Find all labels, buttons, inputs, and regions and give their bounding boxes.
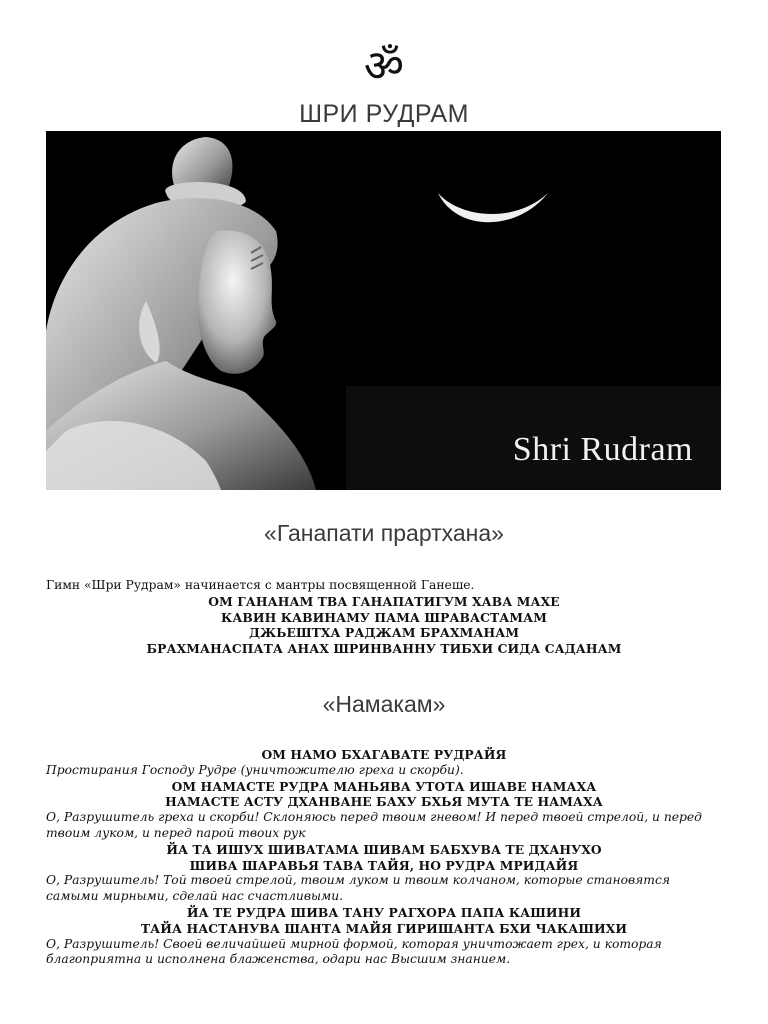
mantra-line: ТАЙА НАСТАНУВА ШАНТА МАЙЯ ГИРИШАНТА БХИ ЧАКАШИХИ [140, 920, 628, 936]
mantra-line: ОМ НАМО БХАГАВАТЕ РУДРАЙЯ [261, 747, 507, 762]
mantra-line: ДЖЬЕШТХА РАДЖАМ БРАХМАНАМ [248, 625, 520, 641]
mantra-line: ЙА ТА ИШУХ ШИВАТАМА ШИВАМ БАБХУВА ТЕ ДХАНУХО [166, 841, 602, 857]
banner-caption: Shri Rudram [512, 431, 693, 468]
namakam-heading: «Намакам» [322, 691, 446, 717]
document-title: ШРИ РУДРАМ [299, 100, 469, 128]
ganapati-intro: Гимн «Шри Рудрам» начинается с мантры посвященной Ганеше. [46, 578, 475, 592]
mantra-line: ШИВА ШАРАВЬЯ ТАВА ТАЙЯ, НО РУДРА МРИДАЙЯ [189, 857, 579, 873]
ganapati-heading: «Ганапати прартхана» [264, 520, 504, 546]
mantra-line: КАВИН КАВИНАМУ ПАМА ШРАВАСТАМАМ [221, 609, 547, 625]
translation-line: О, Разрушитель греха и скорби! Склоняюсь перед твоим гневом! И перед твоей стрелой, и перед твоим луком, и перед парой твоих рук [46, 810, 702, 840]
translation-line: Простирания Господу Рудре (уничтожителю греха и скорби). [46, 762, 464, 777]
namakam-section [46, 747, 722, 968]
translation-line: О, Разрушитель! Той твоей стрелой, твоим луком и твоим колчаном, которые становятся самыми мирными, сделай нас счастливыми. [46, 873, 670, 904]
mantra-line: НАМАСТЕ АСТУ ДХАНВАНЕ БАХУ БХЬЯ МУТА ТЕ НАМАХА [165, 794, 603, 810]
translation-line: О, Разрушитель! Своей величайшей мирной формой, которая уничтожает грех, и которая благоприятна и исполнена блаженства, одари нас Высшим знанием. [46, 936, 662, 967]
shiva-banner-image [46, 131, 721, 490]
ganapati-section [46, 578, 722, 657]
om-icon: ॐ [363, 41, 405, 92]
mantra-line: БРАХМАНАСПАТА АНАХ ШРИНВАННУ ТИБХИ СИДА САДАНАМ [146, 641, 622, 657]
mantra-line: ЙА ТЕ РУДРА ШИВА ТАНУ РАГХОРА ПАПА КАШИНИ [186, 904, 582, 920]
mantra-line: ОМ НАМАСТЕ РУДРА МАНЬЯВА УТОТА ИШАВЕ НАМАХА [171, 778, 597, 794]
mantra-line: ОМ ГАНАНАМ ТВА ГАНАПАТИГУМ ХАВА МАХЕ [208, 593, 560, 609]
